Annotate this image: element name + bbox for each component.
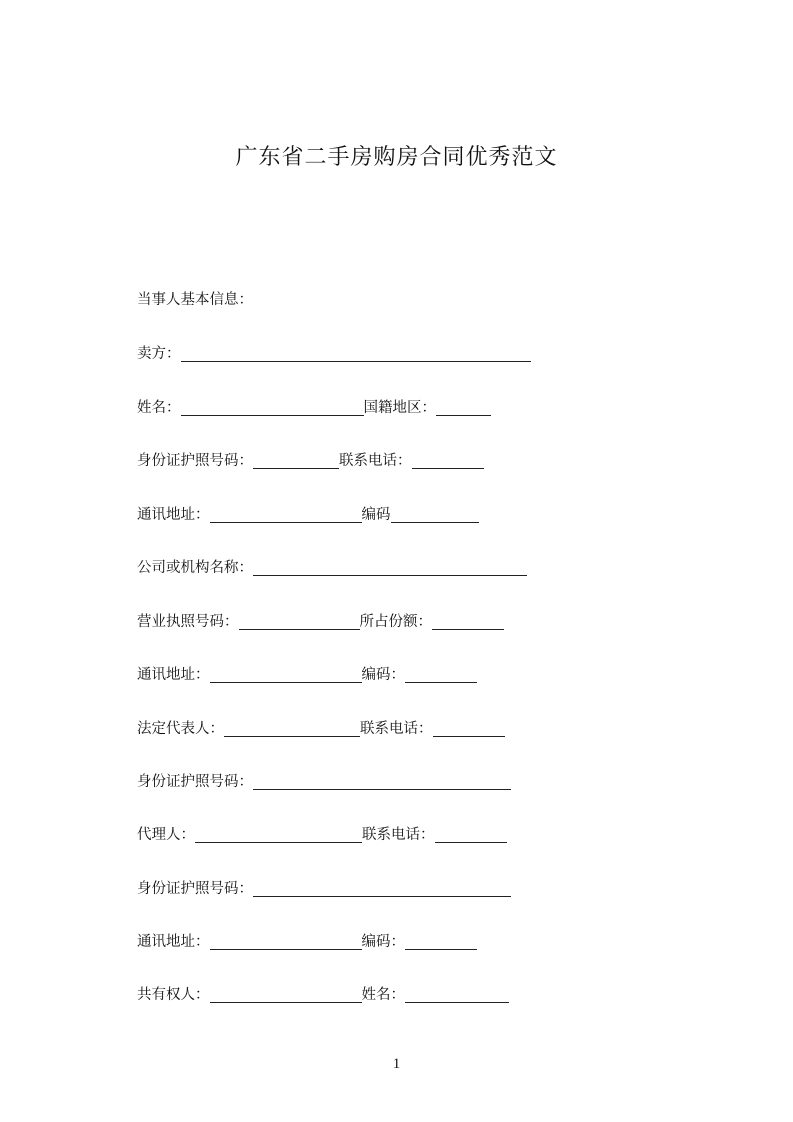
blank-field[interactable] (412, 452, 484, 469)
document-title: 广东省二手房购房合同优秀范文 (235, 145, 558, 170)
field-label: 编码： (361, 667, 405, 683)
field-label: 公司或机构名称： (137, 560, 253, 576)
line-label: 当事人基本信息： (137, 292, 253, 308)
form-line-id (137, 772, 511, 792)
blank-field[interactable] (210, 666, 362, 683)
form-line-id (137, 879, 511, 899)
form-line-company-name (137, 558, 527, 578)
field-label: 共有权人： (137, 987, 210, 1003)
field-label: 通讯地址： (137, 507, 210, 523)
field-label: 法定代表人： (137, 721, 224, 737)
blank-field[interactable] (210, 986, 362, 1003)
blank-field[interactable] (181, 399, 364, 416)
blank-field[interactable] (405, 666, 477, 683)
blank-field[interactable] (253, 880, 511, 897)
blank-field[interactable] (181, 345, 531, 362)
field-label: 所占份额： (359, 614, 432, 630)
field-label: 营业执照号码： (137, 614, 239, 630)
blank-field[interactable] (432, 613, 504, 630)
blank-field[interactable] (435, 826, 507, 843)
section-heading-party-info (137, 290, 253, 310)
field-label: 联系电话： (360, 721, 433, 737)
blank-field[interactable] (253, 773, 511, 790)
field-label: 编码： (361, 934, 405, 950)
field-label: 联系电话： (339, 453, 412, 469)
field-label: 身份证护照号码： (137, 881, 253, 897)
form-line-agent-phone (137, 825, 507, 845)
field-label: 通讯地址： (137, 934, 210, 950)
form-line-id-phone (137, 451, 484, 471)
form-line-address-code (137, 505, 479, 525)
page-number: 1 (392, 1056, 401, 1072)
blank-field[interactable] (433, 720, 505, 737)
blank-field[interactable] (253, 452, 339, 469)
blank-field[interactable] (253, 559, 527, 576)
blank-field[interactable] (405, 933, 477, 950)
field-label: 身份证护照号码： (137, 453, 253, 469)
field-label: 国籍地区： (363, 400, 436, 416)
field-label: 姓名： (137, 400, 181, 416)
field-label: 编码 (361, 507, 391, 523)
form-line-name-nationality (137, 398, 491, 418)
blank-field[interactable] (405, 986, 509, 1003)
field-label: 身份证护照号码： (137, 774, 253, 790)
field-label: 联系电话： (362, 827, 435, 843)
field-label: 代理人： (137, 827, 195, 843)
blank-field[interactable] (224, 720, 360, 737)
form-line-license-share (137, 612, 504, 632)
form-line-address-code (137, 932, 477, 952)
form-line-legal-rep-phone (137, 719, 505, 739)
blank-field[interactable] (239, 613, 360, 630)
form-line-address-code (137, 665, 477, 685)
blank-field[interactable] (210, 933, 362, 950)
blank-field[interactable] (436, 399, 491, 416)
form-line-seller (137, 344, 531, 364)
blank-field[interactable] (195, 826, 362, 843)
form-line-co-owner-name (137, 985, 509, 1005)
field-label: 通讯地址： (137, 667, 210, 683)
blank-field[interactable] (391, 506, 479, 523)
field-label: 卖方： (137, 346, 181, 362)
blank-field[interactable] (210, 506, 362, 523)
field-label: 姓名： (361, 987, 405, 1003)
